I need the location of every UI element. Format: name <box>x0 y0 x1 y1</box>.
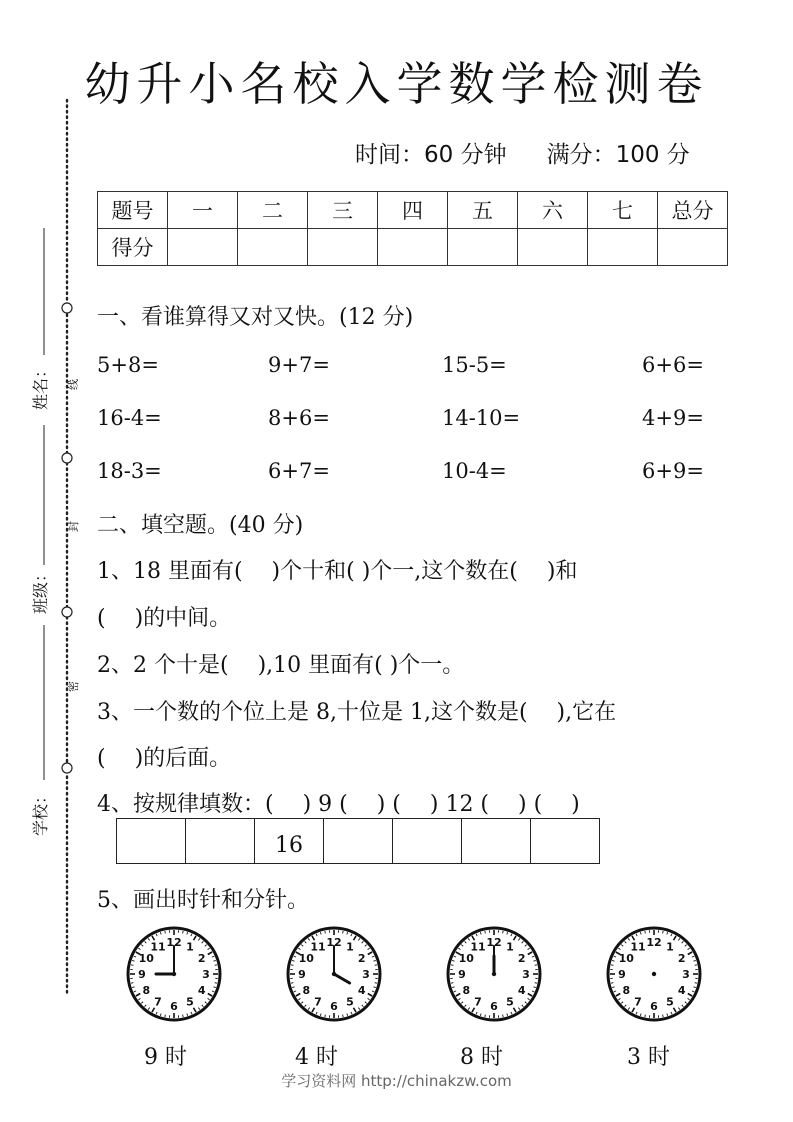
class-label: 班级： <box>31 565 50 614</box>
sequence-box[interactable] <box>323 818 393 864</box>
score-row-label: 得分 <box>98 229 168 266</box>
clock-tick <box>611 983 613 984</box>
clock-tick <box>485 1015 486 1017</box>
clock-tick <box>451 983 453 984</box>
clock-tick <box>451 965 453 966</box>
question-5: 5、画出时针和分针。 <box>97 888 309 913</box>
score-cell: 三 <box>308 192 378 229</box>
clock-3 <box>444 924 544 1024</box>
clock-tick <box>131 983 133 984</box>
clock-numeral: 1 <box>186 940 194 954</box>
clock-numeral: 5 <box>346 995 354 1009</box>
binding-mark-line: 线 <box>67 379 80 390</box>
clock-numeral: 3 <box>522 968 530 981</box>
clock-tick <box>343 1015 344 1017</box>
binding-mark-secret: 密 <box>67 681 80 692</box>
clock-numeral: 2 <box>197 952 206 965</box>
binding-margin <box>0 0 90 1122</box>
clock-numeral: 12 <box>646 936 662 949</box>
section2-heading: 二、填空题。(40 分) <box>97 513 304 538</box>
sequence-box[interactable] <box>392 818 462 864</box>
clock-center <box>652 972 656 976</box>
clock-numeral: 2 <box>357 952 366 965</box>
clock-numeral: 9 <box>298 968 306 981</box>
clock-numeral: 9 <box>618 968 626 981</box>
clock-tick <box>535 983 537 984</box>
question-4: 4、按规律填数：( ) 9 ( ) ( ) 12 ( ) ( ) <box>97 792 580 817</box>
clock-numeral: 1 <box>666 940 674 954</box>
clock-center <box>172 972 176 976</box>
clock-numeral: 1 <box>346 940 354 954</box>
sequence-box[interactable]: 16 <box>254 818 324 864</box>
score-input-cell[interactable] <box>588 229 658 266</box>
calc-item: 5+8= <box>97 353 159 377</box>
question-3-line-2: ( )的后面。 <box>97 746 232 771</box>
clock-numeral: 7 <box>154 995 162 1009</box>
clock-numeral: 6 <box>330 1000 338 1013</box>
clock-numeral: 1 <box>506 940 514 954</box>
clock-tick <box>291 965 293 966</box>
clock-numeral: 6 <box>170 1000 178 1013</box>
clock-numeral: 6 <box>650 1000 658 1013</box>
clock-tick <box>695 983 697 984</box>
score-cell: 题号 <box>98 192 168 229</box>
clock-numeral: 8 <box>462 984 471 997</box>
clock-tick <box>131 965 133 966</box>
clock-numeral: 4 <box>357 984 366 997</box>
clock-numeral: 9 <box>138 968 146 981</box>
school-label: 学校： <box>31 787 50 836</box>
clock-numeral: 11 <box>310 940 326 954</box>
sequence-box[interactable] <box>461 818 531 864</box>
clock-numeral: 12 <box>486 936 502 949</box>
calc-item: 4+9= <box>642 406 704 430</box>
clock-numeral: 12 <box>166 936 182 949</box>
clock-center <box>492 972 496 976</box>
clock-tick <box>695 965 697 966</box>
score-input-cell[interactable] <box>658 229 728 266</box>
clock-numeral: 8 <box>142 984 151 997</box>
score-input-cell[interactable] <box>518 229 588 266</box>
calc-item: 9+7= <box>268 353 330 377</box>
clock-numeral: 10 <box>618 952 634 965</box>
question-1-line-2: ( )的中间。 <box>97 606 232 631</box>
clock-1 <box>124 924 224 1024</box>
page-title: 幼升小名校入学数学检测卷 <box>84 57 709 111</box>
clock-numeral: 2 <box>677 952 686 965</box>
score-table <box>97 191 728 266</box>
clock-tick <box>165 1015 166 1017</box>
full-score: 满分：100 分 <box>546 142 690 168</box>
clock-numeral: 6 <box>490 1000 498 1013</box>
sequence-box[interactable] <box>116 818 186 864</box>
clock-numeral: 4 <box>517 984 526 997</box>
clock-tick <box>375 983 377 984</box>
name-label: 姓名： <box>31 361 50 410</box>
clock-tick <box>535 965 537 966</box>
clock-numeral: 5 <box>506 995 514 1009</box>
clock-numeral: 9 <box>458 968 466 981</box>
clock-numeral: 3 <box>202 968 210 981</box>
score-table-score-row <box>98 229 728 266</box>
binding-mark-seal: 封 <box>67 521 80 532</box>
calc-item: 6+7= <box>268 459 330 483</box>
calc-item: 15-5= <box>442 353 507 377</box>
score-input-cell[interactable] <box>448 229 518 266</box>
clock-4 <box>604 924 704 1024</box>
score-input-cell[interactable] <box>308 229 378 266</box>
clock-tick <box>663 1015 664 1017</box>
score-input-cell[interactable] <box>168 229 238 266</box>
clock-numeral: 7 <box>314 995 322 1009</box>
clock-numeral: 4 <box>677 984 686 997</box>
score-cell: 五 <box>448 192 518 229</box>
clock-numeral: 11 <box>630 940 646 954</box>
sequence-boxes <box>117 818 600 864</box>
calc-item: 14-10= <box>442 406 521 430</box>
clock-numeral: 2 <box>517 952 526 965</box>
question-2: 2、2 个十是( ),10 里面有( )个一。 <box>97 653 465 678</box>
calc-item: 16-4= <box>97 406 162 430</box>
clock-label: 3 时 <box>627 1045 670 1070</box>
clock-tick <box>291 983 293 984</box>
score-cell: 四 <box>378 192 448 229</box>
score-input-cell[interactable] <box>378 229 448 266</box>
clock-numeral: 5 <box>666 995 674 1009</box>
calc-item: 8+6= <box>268 406 330 430</box>
calc-item: 10-4= <box>442 459 507 483</box>
clock-label: 9 时 <box>144 1045 187 1070</box>
clock-numeral: 10 <box>138 952 154 965</box>
clock-numeral: 8 <box>302 984 311 997</box>
exam-meta <box>355 136 690 169</box>
calc-item: 18-3= <box>97 459 162 483</box>
clock-tick <box>645 1015 646 1017</box>
score-cell: 总分 <box>658 192 728 229</box>
clock-numeral: 5 <box>186 995 194 1009</box>
clock-numeral: 12 <box>326 936 342 949</box>
score-cell: 七 <box>588 192 658 229</box>
calc-item: 6+9= <box>642 459 704 483</box>
clock-numeral: 7 <box>634 995 642 1009</box>
clock-tick <box>325 1015 326 1017</box>
time-limit: 时间：60 分钟 <box>355 142 507 168</box>
clock-2 <box>284 924 384 1024</box>
clock-tick <box>165 931 166 933</box>
clock-numeral: 4 <box>197 984 206 997</box>
clock-numeral: 10 <box>458 952 474 965</box>
question-1-line-1: 1、18 里面有( )个十和( )个一,这个数在( )和 <box>97 559 578 584</box>
clock-tick <box>183 1015 184 1017</box>
clock-tick <box>183 931 184 933</box>
score-table-header-row <box>98 192 728 229</box>
clock-tick <box>215 983 217 984</box>
clock-label: 4 时 <box>295 1045 338 1070</box>
score-input-cell[interactable] <box>238 229 308 266</box>
clock-tick <box>645 931 646 933</box>
clock-tick <box>485 931 486 933</box>
clock-numeral: 3 <box>362 968 370 981</box>
sequence-box[interactable] <box>530 818 600 864</box>
section1-heading: 一、看谁算得又对又快。(12 分) <box>97 305 414 330</box>
score-cell: 二 <box>238 192 308 229</box>
sequence-box[interactable] <box>185 818 255 864</box>
clock-tick <box>503 1015 504 1017</box>
score-cell: 六 <box>518 192 588 229</box>
clock-tick <box>343 931 344 933</box>
clock-numeral: 11 <box>470 940 486 954</box>
clock-tick <box>611 965 613 966</box>
clock-label: 8 时 <box>460 1045 503 1070</box>
clock-tick <box>215 965 217 966</box>
clock-tick <box>663 931 664 933</box>
clock-numeral: 8 <box>622 984 631 997</box>
clock-tick <box>325 931 326 933</box>
question-3-line-1: 3、一个数的个位上是 8,十位是 1,这个数是( ),它在 <box>97 700 617 725</box>
clock-tick <box>375 965 377 966</box>
clock-center <box>332 972 336 976</box>
clock-numeral: 3 <box>682 968 690 981</box>
clock-numeral: 7 <box>474 995 482 1009</box>
score-cell: 一 <box>168 192 238 229</box>
calc-item: 6+6= <box>642 353 704 377</box>
clock-numeral: 11 <box>150 940 166 954</box>
clock-numeral: 10 <box>298 952 314 965</box>
footer-watermark: 学习资料网 http://chinakzw.com <box>281 1072 512 1090</box>
clock-tick <box>503 931 504 933</box>
